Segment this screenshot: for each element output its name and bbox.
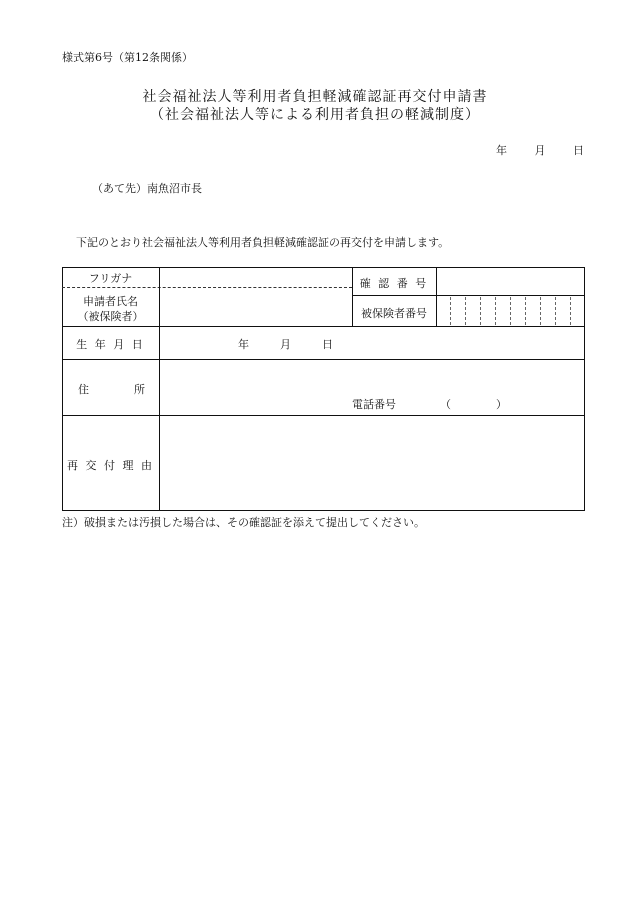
- phone-label: 電話番号: [352, 398, 396, 411]
- applicant-name-label: 申請者氏名: [83, 295, 138, 308]
- date-month-label: 月: [534, 144, 546, 157]
- birth-month-label: 月: [280, 338, 291, 351]
- birthdate-label: 生 年 月 日: [76, 338, 145, 351]
- birth-day-label: 日: [322, 338, 333, 351]
- date-day-label: 日: [573, 144, 584, 157]
- application-table: [62, 267, 585, 511]
- address-label-2: 所: [134, 383, 145, 396]
- application-date: [496, 142, 584, 158]
- addressee: （あて先）南魚沼市長: [92, 182, 202, 195]
- document-subtitle: （社会福祉法人等による利用者負担の軽減制度）: [150, 107, 480, 123]
- confirmation-number-label: 確 認 番 号: [359, 277, 429, 290]
- applicant-name-sub: （被保険者）: [77, 310, 144, 323]
- note: 注）破損または汚損した場合は、その確認証を添えて提出してください。: [62, 516, 425, 529]
- furigana-label: フリガナ: [88, 272, 133, 285]
- form-number: 様式第6号（第12条関係）: [62, 51, 193, 64]
- insured-number-label: 被保険者番号: [361, 307, 427, 320]
- phone-open-paren: （: [440, 398, 451, 411]
- intro-text: 下記のとおり社会福祉法人等利用者負担軽減確認証の再交付を申請します。: [76, 236, 450, 249]
- reason-label: 再 交 付 理 由: [67, 459, 154, 472]
- date-year-label: 年: [496, 144, 507, 157]
- phone-close-paren: ）: [496, 398, 507, 411]
- address-label-1: 住: [78, 383, 89, 396]
- birth-year-label: 年: [238, 338, 249, 351]
- document-title: 社会福祉法人等利用者負担軽減確認証再交付申請書: [142, 89, 488, 105]
